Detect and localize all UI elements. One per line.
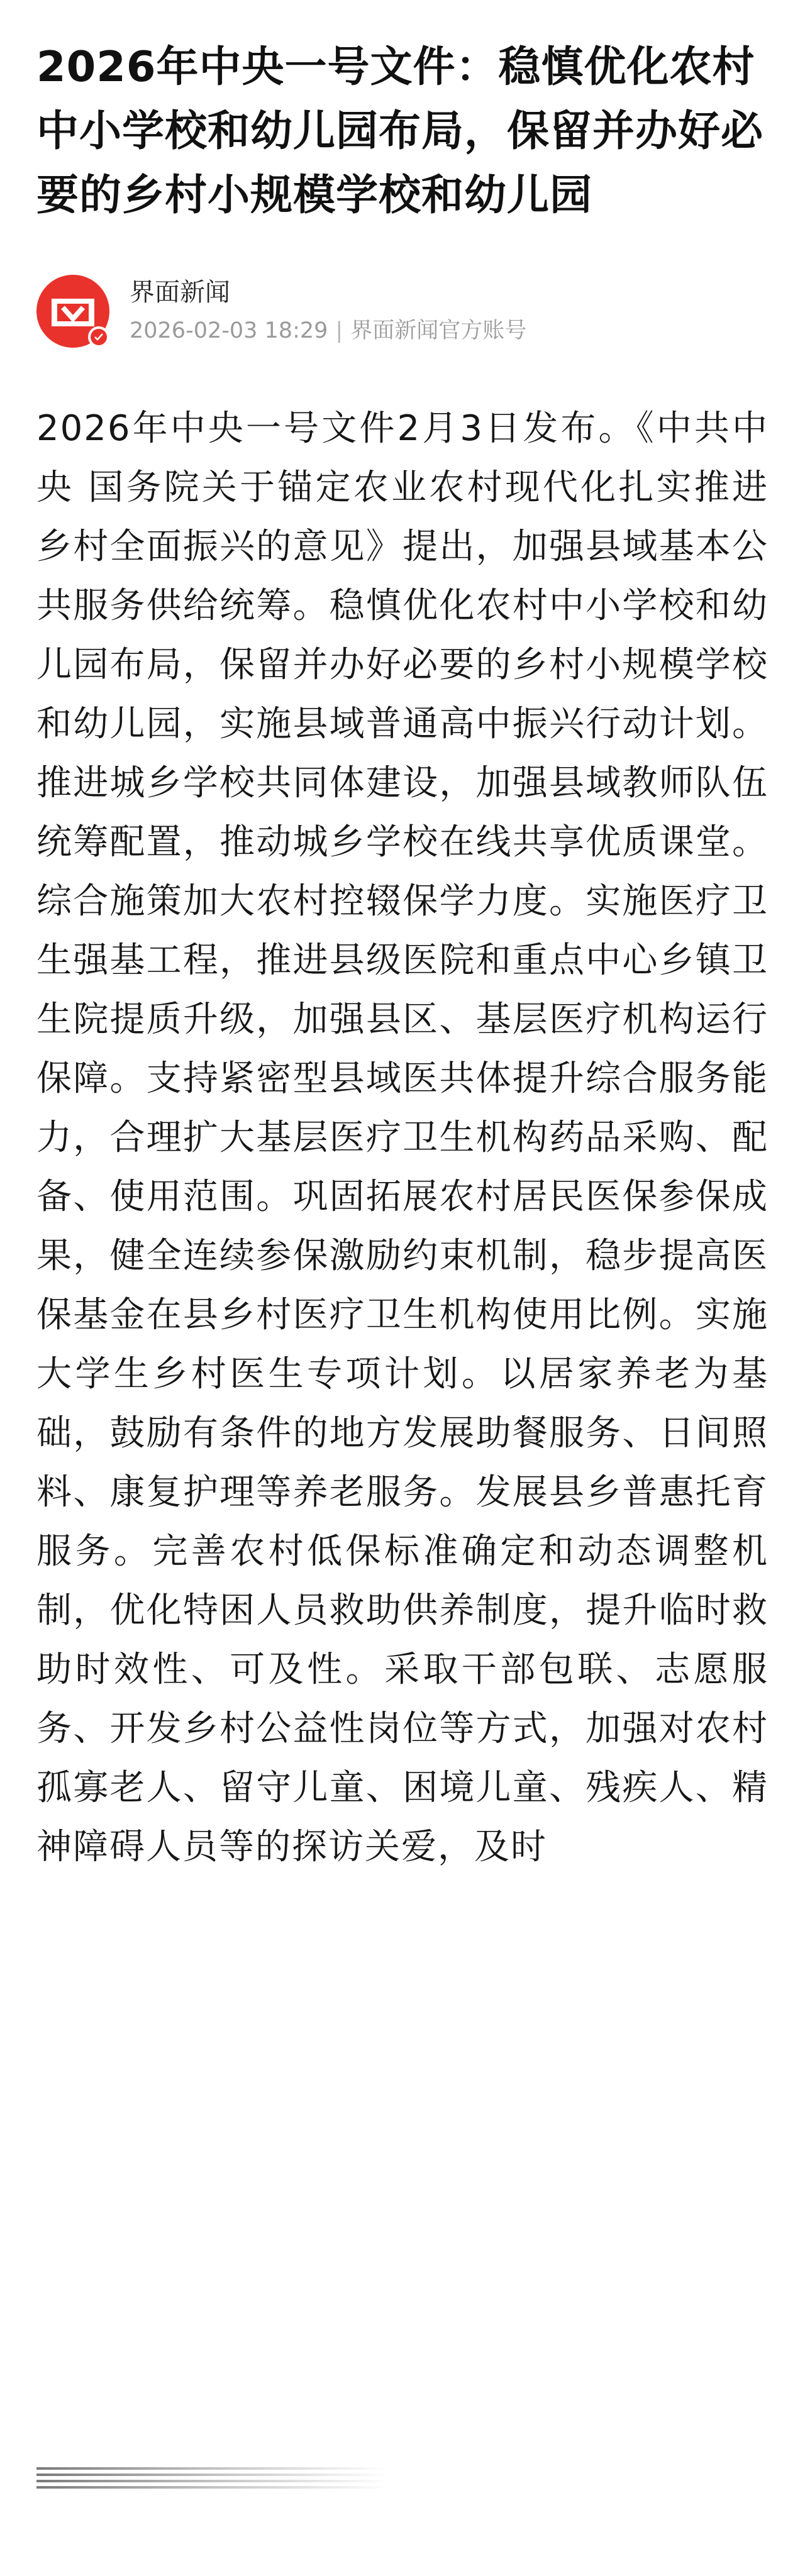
source-name[interactable]: 界面新闻	[130, 278, 230, 307]
meta-divider: |	[335, 318, 343, 343]
jiemian-logo-icon	[50, 294, 96, 329]
bottom-fade-area	[0, 2452, 805, 2576]
verified-badge	[88, 326, 109, 348]
publish-info	[130, 316, 526, 345]
source-avatar[interactable]	[36, 275, 109, 348]
account-type: 界面新闻官方账号	[350, 318, 527, 343]
article-title: 2026年中央一号文件：稳慎优化农村中小学校和幼儿园布局，保留并办好必要的乡村小规模学校和幼儿园	[36, 42, 763, 219]
verified-check-icon	[94, 333, 104, 341]
article-meta	[36, 275, 769, 350]
read-more-indicator[interactable]	[36, 2467, 389, 2491]
publish-date: 2026-02-03 18:29	[130, 318, 328, 343]
article-body: 2026年中央一号文件2月3日发布。《中共中央 国务院关于锚定农业农村现代化扎实推进乡村全面振兴的意见》提出，加强县域基本公共服务供给统筹。稳慎优化农村中小学校和幼儿园布局，保留并办好必要的乡村小规模学校和幼儿园，实施县域普通高中振兴行动计划。推进城乡学校共同体建设，加强县域教师队伍统筹配置，推动城乡学校在线共享优质课堂。综合施策加大农村控辍保学力度。实施医疗卫生强基工程，推进县级医院和重点中心乡镇卫生院提质升级，加强县区、基层医疗机构运行保障。支持紧密型县域医共体提升综合服务能力，合理扩大基层医疗卫生机构药品采购、配备、使用范围。巩固拓展农村居民医保参保成果，健全连续参保激励约束机制，稳步提高医保基金在县乡村医疗卫生机构使用比例。实施大学生乡村医生专项计划。以居家养老为基础，鼓励有条件的地方发展助餐服务、日间照料、康复护理等养老服务。发展县乡普惠托育服务。完善农村低保标准确定和动态调整机制，优化特困人员救助供养制度，提升临时救助时效性、可及性。采取干部包联、志愿服务、开发乡村公益性岗位等方式，加强对农村孤寡老人、留守儿童、困境儿童、残疾人、精神障碍人员等的探访关爱，及时	[36, 408, 769, 1867]
